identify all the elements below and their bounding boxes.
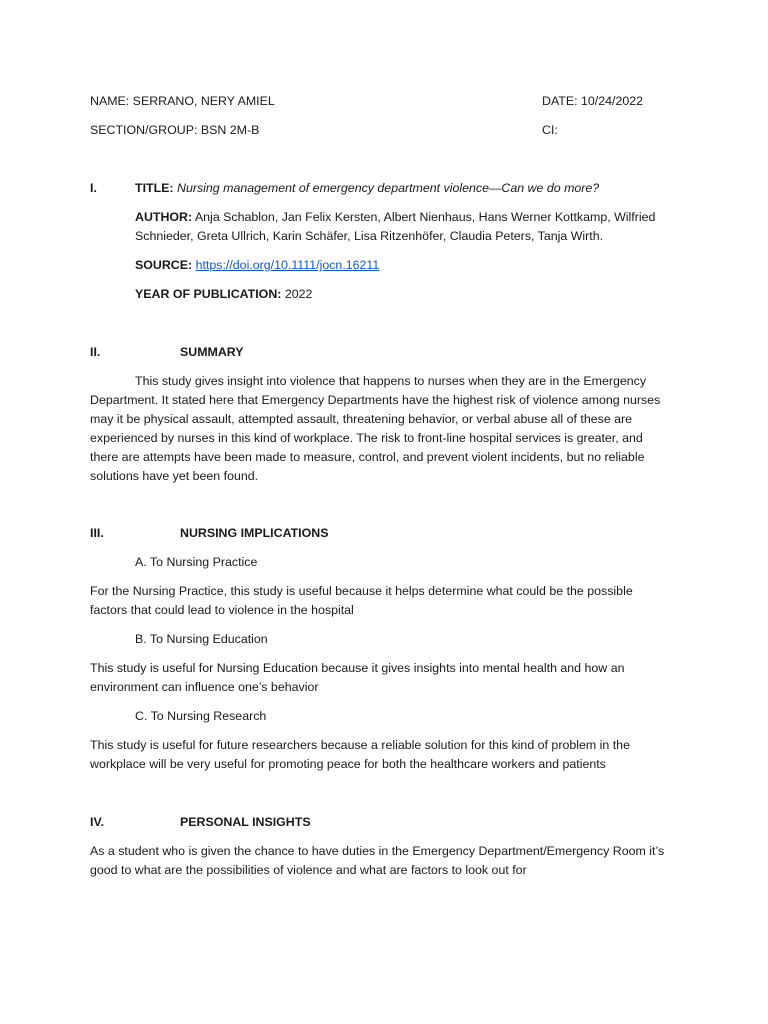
summary-line-5: there are attempts have been made to measure, control, and prevent violent incidents, but no reliable [90,450,645,464]
practice-line-2: factors that could lead to violence in the hospital [90,603,354,617]
paper-title: Nursing management of emergency department violence—Can we do more? [177,181,600,195]
research-line-2: workplace will be very useful for promoting peace for both the healthcare workers and patients [90,757,606,771]
summary-heading: SUMMARY [180,345,244,359]
author-label: AUTHOR: [135,210,193,224]
source-label: SOURCE: [135,258,193,272]
year-label: YEAR OF PUBLICATION: [135,287,282,301]
subheading-nursing-practice: A. To Nursing Practice [135,555,258,569]
education-line-2: environment can influence one’s behavior [90,680,319,694]
section-3-numeral: III. [90,526,104,540]
student-name: NAME: SERRANO, NERY AMIEL [90,94,275,108]
title-line [135,179,599,198]
author-names-1: Anja Schablon, Jan Felix Kersten, Albert Nienhaus, Hans Werner Kottkamp, Wilfried [194,210,656,224]
year-line [135,285,312,304]
title-label: TITLE: [135,181,174,195]
source-link[interactable]: https://doi.org/10.1111/jocn.16211 [195,258,380,272]
author-names-2: Schnieder, Greta Ullrich, Karin Schäfer, Lisa Ritzenhöfer, Claudia Peters, Tanja Wirth. [135,229,604,243]
section-2-numeral: II. [90,345,101,359]
date-field: DATE: 10/24/2022 [542,94,644,108]
subheading-nursing-education: B. To Nursing Education [135,632,268,646]
summary-line-3: may it be physical assault, attempted assault, threatening behavior, or verbal abuse all of these are [90,412,633,426]
subheading-nursing-research: C. To Nursing Research [135,709,267,723]
practice-line-1: For the Nursing Practice, this study is useful because it helps determine what could be the possible [90,584,633,598]
education-line-1: This study is useful for Nursing Education because it gives insights into mental health and how an [90,661,625,675]
ci-field: CI: [542,123,558,137]
insights-line-2: good to what are the possibilities of violence and what are factors to look out for [90,863,527,877]
research-line-1: This study is useful for future researchers because a reliable solution for this kind of problem in the [90,738,630,752]
summary-line-4: experienced by nurses in this kind of workplace. The risk to front-line hospital services is greater, and [90,431,643,445]
author-line-1 [135,208,655,227]
summary-line-6: solutions have yet been found. [90,469,259,483]
insights-heading: PERSONAL INSIGHTS [180,815,311,829]
section-4-numeral: IV. [90,815,105,829]
summary-line-2: Department. It stated here that Emergency Departments have the highest risk of violence among nurses [90,393,661,407]
section-group: SECTION/GROUP: BSN 2M-B [90,123,260,137]
section-1-numeral: I. [90,181,97,195]
year-value: 2022 [284,287,313,301]
insights-line-1: As a student who is given the chance to have duties in the Emergency Department/Emergency Room it’s [90,844,665,858]
summary-line-1: This study gives insight into violence that happens to nurses when they are in the Emergency [135,374,647,388]
implications-heading: NURSING IMPLICATIONS [180,526,329,540]
source-line [135,256,379,275]
